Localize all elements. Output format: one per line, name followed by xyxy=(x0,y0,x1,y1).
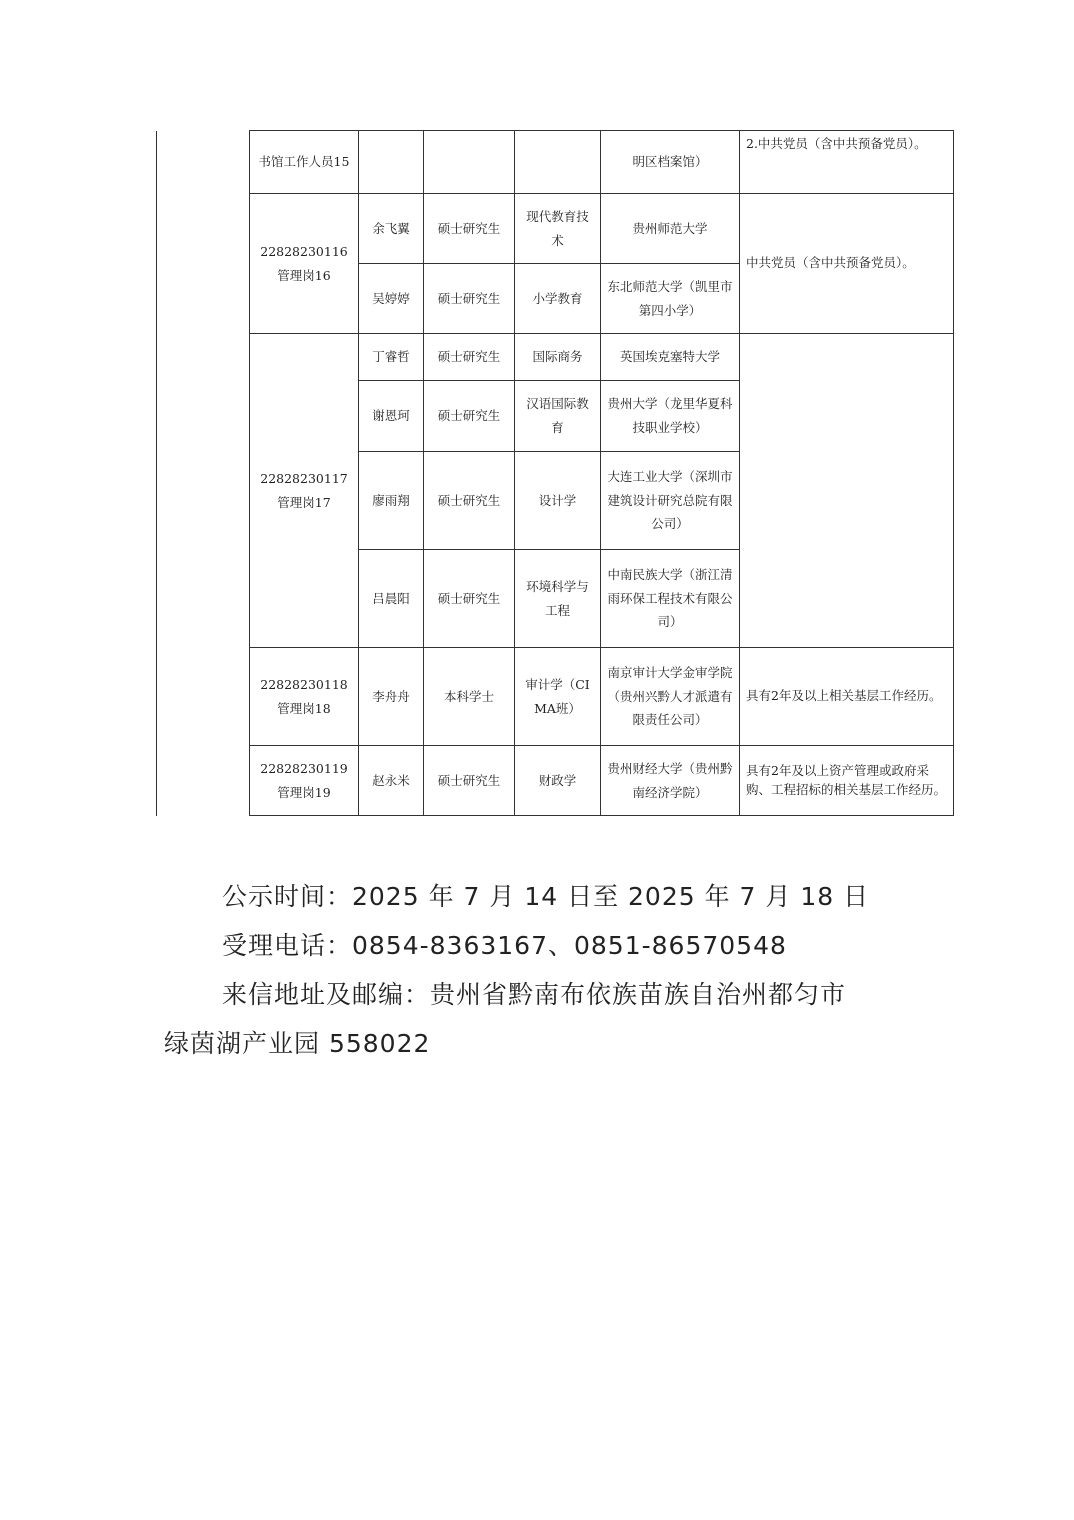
school-cell: 贵州大学（龙里华夏科技职业学校） xyxy=(601,381,740,452)
major-cell: 国际商务 xyxy=(515,334,601,381)
post-cell: 22828230118管理岗18 xyxy=(250,648,359,746)
school-cell: 大连工业大学（深圳市建筑设计研究总院有限公司） xyxy=(601,452,740,550)
degree-cell: 硕士研究生 xyxy=(424,264,515,334)
table-row xyxy=(157,131,954,194)
table-row xyxy=(157,746,954,816)
requirement-cell: 具有2年及以上相关基层工作经历。 xyxy=(740,648,954,746)
notice-footer xyxy=(164,872,924,1068)
table-row xyxy=(157,334,954,381)
degree-cell xyxy=(424,131,515,194)
major-cell xyxy=(515,131,601,194)
degree-cell: 硕士研究生 xyxy=(424,381,515,452)
requirement-cell xyxy=(740,334,954,648)
address-line: 来信地址及邮编：贵州省黔南布依族苗族自治州都匀市 xyxy=(222,980,847,1009)
post-cell: 书馆工作人员15 xyxy=(250,131,359,194)
school-cell: 东北师范大学（凯里市第四小学） xyxy=(601,264,740,334)
degree-cell: 硕士研究生 xyxy=(424,452,515,550)
school-cell: 贵州财经大学（贵州黔南经济学院） xyxy=(601,746,740,816)
department-cell xyxy=(157,131,250,816)
name-cell: 廖雨翔 xyxy=(359,452,424,550)
major-cell: 汉语国际教育 xyxy=(515,381,601,452)
name-cell: 李舟舟 xyxy=(359,648,424,746)
requirement-cell: 2.中共党员（含中共预备党员）。 xyxy=(740,131,954,194)
name-cell: 吕晨阳 xyxy=(359,550,424,648)
school-cell: 明区档案馆） xyxy=(601,131,740,194)
degree-cell: 硕士研究生 xyxy=(424,550,515,648)
phone-line: 受理电话：0854-8363167、0851-86570548 xyxy=(222,931,787,960)
name-cell: 赵永米 xyxy=(359,746,424,816)
name-cell: 余飞翼 xyxy=(359,194,424,264)
name-cell: 丁睿哲 xyxy=(359,334,424,381)
name-cell xyxy=(359,131,424,194)
degree-cell: 硕士研究生 xyxy=(424,194,515,264)
school-cell: 英国埃克塞特大学 xyxy=(601,334,740,381)
name-cell: 谢恩珂 xyxy=(359,381,424,452)
major-cell: 现代教育技术 xyxy=(515,194,601,264)
address-line-continued: 绿茵湖产业园 558022 xyxy=(164,1029,431,1058)
notice-time-line: 公示时间：2025 年 7 月 14 日至 2025 年 7 月 18 日 xyxy=(222,882,870,911)
post-cell: 22828230116管理岗16 xyxy=(250,194,359,334)
degree-cell: 硕士研究生 xyxy=(424,334,515,381)
degree-cell: 硕士研究生 xyxy=(424,746,515,816)
major-cell: 环境科学与工程 xyxy=(515,550,601,648)
school-cell: 中南民族大学（浙江清雨环保工程技术有限公司） xyxy=(601,550,740,648)
requirement-cell: 具有2年及以上资产管理或政府采购、工程招标的相关基层工作经历。 xyxy=(740,746,954,816)
requirement-cell: 中共党员（含中共预备党员）。 xyxy=(740,194,954,334)
school-cell: 贵州师范大学 xyxy=(601,194,740,264)
major-cell: 小学教育 xyxy=(515,264,601,334)
post-cell: 22828230119管理岗19 xyxy=(250,746,359,816)
post-cell: 22828230117管理岗17 xyxy=(250,334,359,648)
major-cell: 设计学 xyxy=(515,452,601,550)
degree-cell: 本科学士 xyxy=(424,648,515,746)
table-row xyxy=(157,194,954,264)
major-cell: 审计学（CIMA班） xyxy=(515,648,601,746)
name-cell: 吴婷婷 xyxy=(359,264,424,334)
school-cell: 南京审计大学金审学院（贵州兴黔人才派遣有限责任公司） xyxy=(601,648,740,746)
major-cell: 财政学 xyxy=(515,746,601,816)
candidate-table xyxy=(156,130,954,816)
table-row xyxy=(157,648,954,746)
